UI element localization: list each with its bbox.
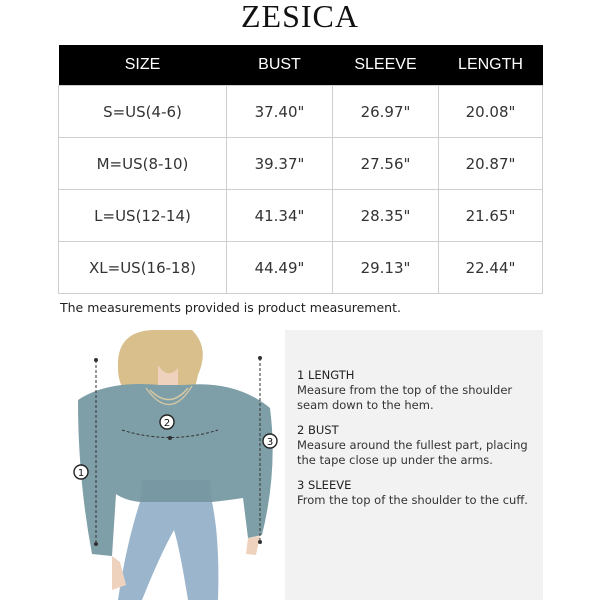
cell-size: L=US(12-14) xyxy=(59,190,227,242)
cell-length: 20.08" xyxy=(439,86,543,138)
instruction-text: Measure from the top of the shoulder seam down to the hem. xyxy=(297,383,513,412)
instruction-title: 1 LENGTH xyxy=(297,368,355,382)
instruction-sleeve xyxy=(297,478,537,508)
table-row xyxy=(59,86,543,138)
instruction-length xyxy=(297,368,537,413)
instruction-text: Measure around the fullest part, placing the tape close up under the arms. xyxy=(297,438,528,467)
cell-bust: 37.40" xyxy=(227,86,333,138)
instruction-title: 2 BUST xyxy=(297,423,339,437)
header-size: SIZE xyxy=(59,45,227,86)
header-length: LENGTH xyxy=(439,45,543,86)
header-bust: BUST xyxy=(227,45,333,86)
cell-length: 21.65" xyxy=(439,190,543,242)
table-header-row xyxy=(59,45,543,86)
instruction-text: From the top of the shoulder to the cuff. xyxy=(297,493,528,507)
table-row xyxy=(59,190,543,242)
cell-size: XL=US(16-18) xyxy=(59,242,227,294)
cell-size: S=US(4-6) xyxy=(59,86,227,138)
instruction-title: 3 SLEEVE xyxy=(297,478,352,492)
instruction-bust xyxy=(297,423,537,468)
brand-logo: ZESICA xyxy=(241,0,359,34)
table-row xyxy=(59,242,543,294)
svg-text:1: 1 xyxy=(77,468,85,479)
model-photo xyxy=(60,330,282,600)
cell-sleeve: 26.97" xyxy=(333,86,439,138)
size-chart-table xyxy=(58,45,543,294)
cell-length: 22.44" xyxy=(439,242,543,294)
measurement-instructions-panel xyxy=(285,330,543,600)
cell-bust: 39.37" xyxy=(227,138,333,190)
measurement-note: The measurements provided is product measurement. xyxy=(60,300,401,315)
svg-text:3: 3 xyxy=(266,437,274,448)
marker-length xyxy=(74,465,88,479)
cell-sleeve: 28.35" xyxy=(333,190,439,242)
cell-bust: 41.34" xyxy=(227,190,333,242)
cell-length: 20.87" xyxy=(439,138,543,190)
svg-text:2: 2 xyxy=(163,418,171,429)
marker-bust xyxy=(160,415,174,429)
sweater-ribbing xyxy=(140,480,212,502)
cell-sleeve: 29.13" xyxy=(333,242,439,294)
cell-bust: 44.49" xyxy=(227,242,333,294)
header-sleeve: SLEEVE xyxy=(333,45,439,86)
table-row xyxy=(59,138,543,190)
marker-sleeve xyxy=(263,434,277,448)
cell-sleeve: 27.56" xyxy=(333,138,439,190)
cell-size: M=US(8-10) xyxy=(59,138,227,190)
